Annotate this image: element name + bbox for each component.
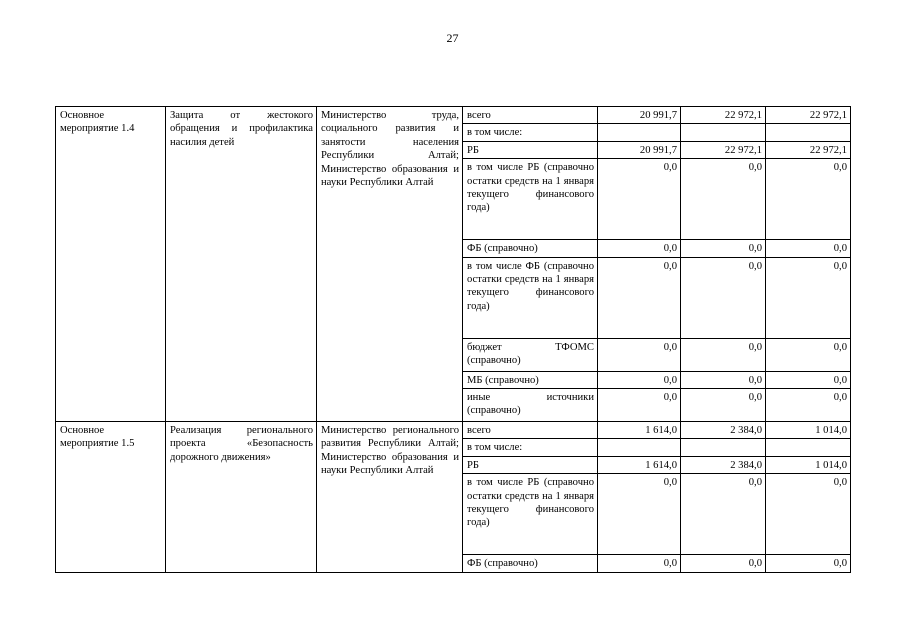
value-cell: 0,0	[681, 371, 766, 388]
value-cell: 20 991,7	[598, 107, 681, 124]
value-cell: 2 384,0	[681, 456, 766, 473]
table-row	[56, 107, 851, 124]
event-cell: Основное мероприятие 1.5	[56, 422, 166, 573]
value-cell: 0,0	[598, 159, 681, 240]
funding-table	[55, 106, 851, 573]
value-cell	[681, 439, 766, 456]
value-cell: 1 614,0	[598, 456, 681, 473]
value-cell: 0,0	[681, 389, 766, 422]
source-label: всего	[463, 107, 598, 124]
source-label: в том числе РБ (справочно остатки средств на 1 января текущего финансового года)	[463, 159, 598, 240]
value-cell	[681, 124, 766, 141]
source-label: ФБ (справочно)	[463, 240, 598, 257]
source-label: МБ (справочно)	[463, 371, 598, 388]
value-cell	[766, 439, 851, 456]
value-cell: 22 972,1	[681, 107, 766, 124]
value-cell	[598, 439, 681, 456]
value-cell: 2 384,0	[681, 422, 766, 439]
value-cell: 22 972,1	[766, 107, 851, 124]
source-label: всего	[463, 422, 598, 439]
source-label: ФБ (справочно)	[463, 555, 598, 572]
value-cell: 0,0	[681, 257, 766, 338]
source-label: в том числе ФБ (справочно остатки средств на 1 января текущего финансового года)	[463, 257, 598, 338]
value-cell: 22 972,1	[681, 141, 766, 158]
value-cell: 0,0	[598, 474, 681, 555]
value-cell: 0,0	[766, 159, 851, 240]
value-cell	[766, 124, 851, 141]
event-name-cell: Реализация регионального проекта «Безопасность дорожного движения»	[166, 422, 317, 573]
value-cell: 1 014,0	[766, 422, 851, 439]
source-label: РБ	[463, 141, 598, 158]
value-cell: 0,0	[598, 257, 681, 338]
value-cell: 0,0	[766, 474, 851, 555]
value-cell: 1 014,0	[766, 456, 851, 473]
value-cell	[598, 124, 681, 141]
value-cell: 0,0	[766, 257, 851, 338]
event-cell: Основное мероприятие 1.4	[56, 107, 166, 422]
value-cell: 0,0	[598, 555, 681, 572]
value-cell: 0,0	[766, 389, 851, 422]
value-cell: 22 972,1	[766, 141, 851, 158]
table-row	[56, 422, 851, 439]
value-cell: 0,0	[766, 338, 851, 371]
value-cell: 0,0	[681, 555, 766, 572]
executor-cell: Министерство труда, социального развития и занятости населения Республики Алтай; Министерство образования и науки Республики Алтай	[317, 107, 463, 422]
value-cell: 0,0	[681, 474, 766, 555]
source-label: в том числе:	[463, 439, 598, 456]
executor-cell: Министерство регионального развития Республики Алтай; Министерство образования и науки Республики Алтай	[317, 422, 463, 573]
value-cell: 20 991,7	[598, 141, 681, 158]
value-cell: 0,0	[766, 555, 851, 572]
value-cell: 0,0	[598, 389, 681, 422]
value-cell: 0,0	[681, 240, 766, 257]
source-label: бюджет ТФОМС (справочно)	[463, 338, 598, 371]
page-number: 27	[446, 31, 459, 45]
value-cell: 0,0	[598, 240, 681, 257]
source-label: в том числе:	[463, 124, 598, 141]
value-cell: 0,0	[681, 338, 766, 371]
value-cell: 0,0	[766, 371, 851, 388]
value-cell: 0,0	[766, 240, 851, 257]
value-cell: 0,0	[681, 159, 766, 240]
source-label: РБ	[463, 456, 598, 473]
value-cell: 0,0	[598, 371, 681, 388]
value-cell: 0,0	[598, 338, 681, 371]
source-label: иные источники (справочно)	[463, 389, 598, 422]
event-name-cell: Защита от жестокого обращения и профилактика насилия детей	[166, 107, 317, 422]
value-cell: 1 614,0	[598, 422, 681, 439]
source-label: в том числе РБ (справочно остатки средств на 1 января текущего финансового года)	[463, 474, 598, 555]
